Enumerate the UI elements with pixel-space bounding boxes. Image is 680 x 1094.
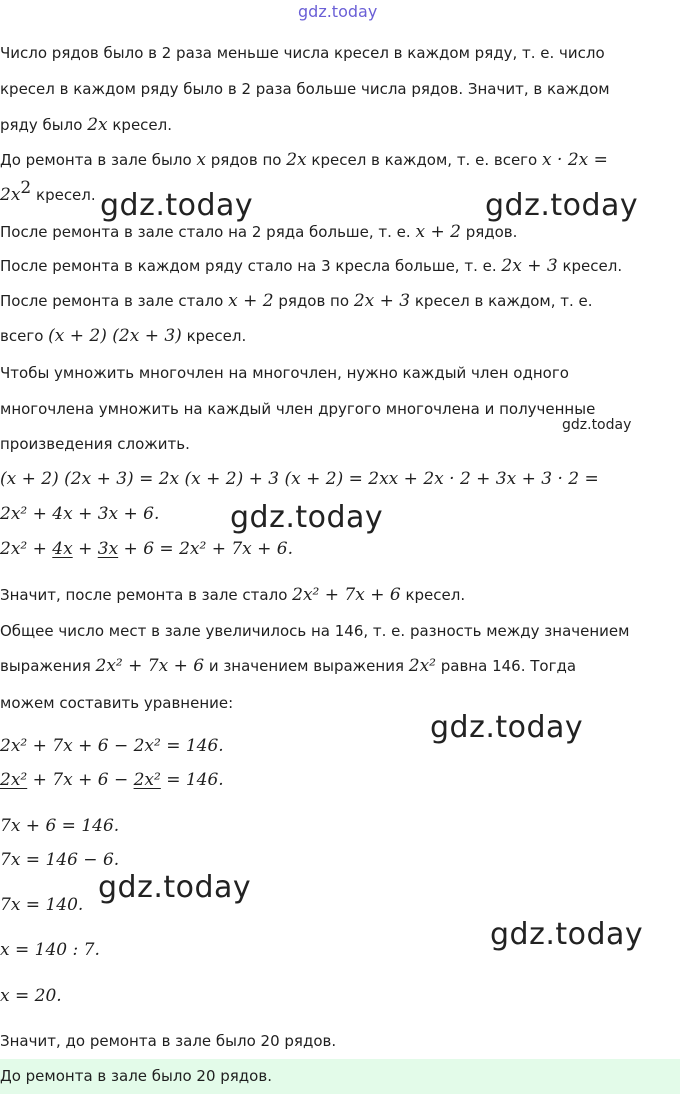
- text-line-12: произведения сложить.: [0, 435, 190, 453]
- text-fragment: кресел.: [107, 116, 173, 134]
- text-line-7: [0, 255, 622, 277]
- text-line-1: Число рядов было в 2 раза меньше числа кресел в каждом ряду, т. е. число: [0, 44, 605, 62]
- text-line-9: [0, 325, 246, 347]
- math-fragment: + 7x + 6 −: [27, 770, 134, 790]
- equation-9: x = 140 : 7.: [0, 940, 100, 960]
- text-line-2: кресел в каждом ряду было в 2 раза больше числа рядов. Значит, в каждом: [0, 80, 610, 98]
- math-underlined: 4x: [52, 539, 73, 559]
- text-fragment: После ремонта в зале стало на 2 ряда больше, т. е.: [0, 223, 416, 241]
- math-inline: x: [196, 150, 206, 170]
- watermark-top: gdz.today: [298, 2, 378, 21]
- watermark-6: gdz.today: [98, 870, 252, 905]
- text-fragment: и значением выражения: [204, 657, 409, 675]
- text-fragment: кресел.: [400, 586, 466, 604]
- math-inline: (x + 2) (2x + 3): [48, 326, 182, 346]
- math-fragment: + 6 = 2x² + 7x + 6.: [118, 539, 294, 559]
- text-fragment: ряду было: [0, 116, 88, 134]
- math-inline: x + 2: [228, 291, 274, 311]
- equation-8: 7x = 140.: [0, 895, 84, 915]
- watermark-3: gdz.today: [562, 417, 632, 433]
- text-fragment: После ремонта в каждом ряду стало на 3 кресла больше, т. е.: [0, 257, 502, 275]
- equation-1: (x + 2) (2x + 3) = 2x (x + 2) + 3 (x + 2) = 2xx + 2x · 2 + 3x + 3 · 2 =: [0, 469, 599, 489]
- text-fragment: Значит, после ремонта в зале стало: [0, 586, 293, 604]
- math-underlined: 2x²: [0, 770, 28, 790]
- math-inline: 2x: [87, 115, 108, 135]
- text-fragment: кресел.: [31, 186, 96, 204]
- math-inline: 2x + 3: [353, 291, 411, 311]
- math-inline: 2x + 3: [501, 256, 558, 276]
- text-line-11: многочлена умножить на каждый член другого многочлена и полученные: [0, 400, 596, 418]
- equation-3: [0, 538, 293, 560]
- text-line-6: [0, 221, 517, 243]
- text-line-14: Общее число мест в зале увеличилось на 146, т. е. разность между значением: [0, 622, 630, 640]
- text-line-4: [0, 149, 608, 171]
- math-inline: 2x: [0, 185, 21, 205]
- math-inline: 2x² + 7x + 6: [95, 656, 205, 676]
- equation-10: x = 20.: [0, 986, 62, 1006]
- math-fragment: 2x² +: [0, 539, 53, 559]
- answer-box: [0, 1059, 680, 1094]
- text-fragment: рядов.: [460, 223, 518, 241]
- equation-6: 7x + 6 = 146.: [0, 816, 120, 836]
- watermark-7: gdz.today: [490, 917, 644, 952]
- watermark-5: gdz.today: [430, 710, 584, 745]
- text-line-15: [0, 655, 576, 677]
- text-fragment: До ремонта в зале было: [0, 151, 197, 169]
- equation-7: 7x = 146 − 6.: [0, 850, 120, 870]
- equation-2: 2x² + 4x + 3x + 6.: [0, 504, 160, 524]
- text-line-10: Чтобы умножить многочлен на многочлен, нужно каждый член одного: [0, 364, 569, 382]
- watermark-1: gdz.today: [100, 188, 254, 223]
- text-fragment: кресел.: [181, 327, 247, 345]
- text-line-16: можем составить уравнение:: [0, 694, 234, 712]
- math-fragment: +: [72, 539, 98, 559]
- text-fragment: всего: [0, 327, 49, 345]
- text-fragment: После ремонта в зале стало: [0, 292, 229, 310]
- text-fragment: кресел в каждом, т. е. всего: [306, 151, 543, 169]
- text-fragment: кресел.: [557, 257, 623, 275]
- text-line-17: Значит, до ремонта в зале было 20 рядов.: [0, 1032, 337, 1050]
- text-fragment: рядов по: [206, 151, 287, 169]
- text-fragment: равна 146. Тогда: [435, 657, 577, 675]
- text-line-3: [0, 114, 172, 136]
- math-inline: 2x: [286, 150, 307, 170]
- math-inline: x · 2x =: [542, 150, 608, 170]
- text-line-8: [0, 290, 593, 312]
- text-fragment: выражения: [0, 657, 96, 675]
- text-fragment: рядов по: [273, 292, 354, 310]
- math-inline: 2x²: [408, 656, 436, 676]
- equation-4: 2x² + 7x + 6 − 2x² = 146.: [0, 736, 224, 756]
- watermark-2: gdz.today: [485, 188, 639, 223]
- math-inline: x + 2: [415, 222, 461, 242]
- math-underlined: 2x²: [133, 770, 161, 790]
- equation-5: [0, 769, 224, 791]
- math-fragment: = 146.: [160, 770, 224, 790]
- answer-text: До ремонта в зале было 20 рядов.: [0, 1067, 272, 1085]
- text-line-13: [0, 584, 465, 606]
- watermark-4: gdz.today: [230, 500, 384, 535]
- math-underlined: 3x: [97, 539, 119, 559]
- text-line-5: $2x^2$ кресел.: [0, 178, 96, 205]
- text-fragment: кресел в каждом, т. е.: [410, 292, 593, 310]
- math-inline: 2x² + 7x + 6: [292, 585, 401, 605]
